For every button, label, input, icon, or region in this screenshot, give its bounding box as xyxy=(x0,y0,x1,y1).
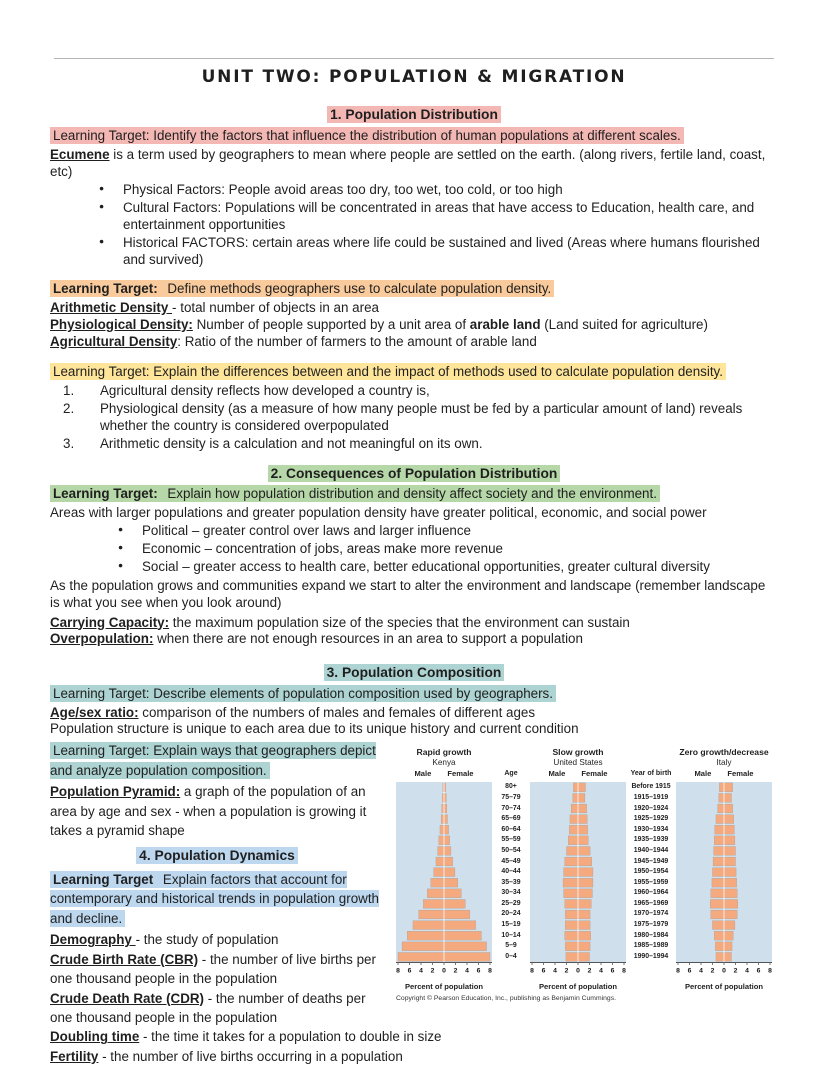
term-arable-land: arable land xyxy=(469,316,541,332)
term-carrying-capacity: Carrying Capacity: xyxy=(50,614,170,630)
definition-fertility xyxy=(50,1047,778,1066)
svg-text:6: 6 xyxy=(407,968,412,976)
definition-doubling-time xyxy=(50,1027,778,1046)
axis-tick-label: 30–34 xyxy=(501,889,521,897)
axis-tick-label: 60–64 xyxy=(501,825,521,833)
svg-text:2: 2 xyxy=(564,968,569,976)
paragraph-structure: Population structure is unique to each area due to its unique history and current condition xyxy=(50,721,579,737)
pyramid-subtitle: Kenya xyxy=(432,758,456,768)
term-agricultural-density: Agricultural Density xyxy=(50,333,178,349)
axis-tick-label: 80+ xyxy=(505,783,517,791)
age-axis xyxy=(494,747,528,962)
axis-tick-label: 1985–1989 xyxy=(633,942,669,950)
definition-overpopulation xyxy=(50,631,778,648)
svg-text:6: 6 xyxy=(756,968,761,976)
text-run: : Ratio of the number of farmers to the amount of arable land xyxy=(177,333,537,349)
svg-text:8: 8 xyxy=(622,968,626,976)
pyramid-subtitle: United States xyxy=(553,758,603,768)
text-run: - the study of population xyxy=(135,932,279,948)
pyramid-chart xyxy=(394,747,778,991)
learning-target-society-lead: Learning Target: xyxy=(50,485,161,502)
pyramid-united-states xyxy=(528,747,628,991)
factors-bullet-list xyxy=(50,182,778,268)
age-axis-title: Age xyxy=(504,770,518,778)
density-comparison-list xyxy=(50,383,778,453)
text-run: comparison of the numbers of males and females of different ages xyxy=(138,704,536,720)
svg-text:2: 2 xyxy=(587,968,592,976)
male-label: Male xyxy=(694,769,712,779)
svg-text:8: 8 xyxy=(396,968,400,976)
learning-target-define xyxy=(50,281,778,298)
text-run: - the number of live births occurring in a population xyxy=(98,1048,403,1064)
svg-text:0: 0 xyxy=(442,968,446,976)
svg-text:6: 6 xyxy=(687,968,692,976)
axis-tick-label: 1975–1979 xyxy=(633,921,669,929)
x-axis-label: Percent of population xyxy=(684,982,764,992)
term-overpopulation: Overpopulation: xyxy=(50,631,154,647)
learning-target-describe xyxy=(50,686,778,703)
learning-target-dynamics-rest: Explain factors that account for contemporary and historical trends in population growth and decline. xyxy=(50,871,379,926)
x-axis-label: Percent of population xyxy=(538,982,618,992)
list-item: ● Cultural Factors: Populations will be concentrated in areas that have access to Education, health care, and entertainment opportunities xyxy=(123,200,778,234)
learning-target-society-rest: Explain how population distribution and density affect society and the environment. xyxy=(161,485,660,502)
learning-target-identify-text: Learning Target: Identify the factors that influence the distribution of human populations at different scales. xyxy=(50,127,684,144)
definition-physiological-density xyxy=(50,317,778,334)
svg-text:4: 4 xyxy=(599,968,603,976)
term-ecumene: Ecumene xyxy=(50,146,110,162)
definition-age-sex-ratio xyxy=(50,705,778,722)
axis-tick-label: 1965–1969 xyxy=(633,899,669,907)
text-run: - total number of objects in an area xyxy=(172,299,379,315)
axis-tick-label: 5–9 xyxy=(505,942,517,950)
text-run: Number of people supported by a unit area of xyxy=(192,316,470,332)
year-of-birth-axis-title: Year of birth xyxy=(630,770,672,778)
axis-tick-label: 1950–1954 xyxy=(633,868,669,876)
text-run: is a term used by geographers to mean where people are settled on the earth. (along rivers, fertile land, coast, etc) xyxy=(50,146,766,179)
axis-tick-label: 0–4 xyxy=(505,952,517,960)
section-2-heading xyxy=(50,465,778,482)
term-cbr: Crude Birth Rate (CBR) xyxy=(50,951,199,967)
male-label: Male xyxy=(548,769,566,779)
svg-text:4: 4 xyxy=(553,968,557,976)
male-label: Male xyxy=(414,769,432,779)
section-1-heading xyxy=(50,106,778,123)
axis-tick-label: 1945–1949 xyxy=(633,857,669,865)
term-doubling-time: Doubling time xyxy=(50,1029,140,1045)
axis-tick-label: Before 1915 xyxy=(631,783,671,791)
term-arithmetic-density: Arithmetic Density xyxy=(50,299,173,315)
list-item: ● Social – greater access to health care, better educational opportunities, greater cultural diversity xyxy=(142,559,778,576)
female-label: Female xyxy=(581,769,608,779)
definition-agricultural-density xyxy=(50,334,778,351)
text-run: when there are not enough resources in an area to support a population xyxy=(153,631,583,647)
axis-tick-label: 1915–1919 xyxy=(633,793,669,801)
axis-tick-label: 35–39 xyxy=(501,878,521,886)
section-4-heading-text: 4. Population Dynamics xyxy=(136,847,298,864)
section-1-heading-text: 1. Population Distribution xyxy=(327,106,501,123)
learning-target-explain-methods xyxy=(50,364,778,381)
male-female-labels xyxy=(528,768,628,780)
axis-tick-label: 25–29 xyxy=(501,899,521,907)
term-population-pyramid: Population Pyramid: xyxy=(50,784,181,800)
learning-target-dynamics-lead: Learning Target xyxy=(50,871,156,888)
text-run: the maximum population size of the species that the environment can sustain xyxy=(169,614,630,630)
list-item: Arithmetic density is a calculation and not meaningful on its own. xyxy=(100,436,483,452)
axis-tick-label: 1980–1984 xyxy=(633,931,669,939)
list-item: Agricultural density reflects how developed a country is, xyxy=(100,383,430,399)
pyramid-title: Slow growth xyxy=(552,747,604,758)
learning-target-depict-text: Learning Target: Explain ways that geographers depict and analyze population composition. xyxy=(50,743,376,778)
term-demography: Demography xyxy=(50,932,136,948)
svg-text:2: 2 xyxy=(453,968,458,976)
section-3-heading xyxy=(50,664,778,681)
pyramid-bars-svg xyxy=(674,782,774,976)
svg-text:4: 4 xyxy=(465,968,469,976)
axis-tick-label: 45–49 xyxy=(501,857,521,865)
definition-carrying-capacity xyxy=(50,615,778,632)
figure-copyright: Copyright © Pearson Education, Inc., publishing as Benjamin Cummings. xyxy=(396,995,616,1003)
paragraph-power: Areas with larger populations and greater population density have greater political, economic, and social power xyxy=(50,505,707,521)
axis-tick-label: 1920–1924 xyxy=(633,804,669,812)
pyramid-italy xyxy=(674,747,774,991)
population-pyramids-figure xyxy=(394,747,778,1004)
learning-target-describe-text: Learning Target: Describe elements of population composition used by geographers. xyxy=(50,685,556,702)
svg-text:2: 2 xyxy=(430,968,435,976)
text-run: - the number of deaths per one thousand people in the population xyxy=(50,990,366,1025)
pyramid-kenya xyxy=(394,747,494,991)
axis-tick-label: 1955–1959 xyxy=(633,878,669,886)
term-physiological-density: Physiological Density: xyxy=(50,316,193,332)
learning-target-society xyxy=(50,486,778,503)
svg-text:0: 0 xyxy=(722,968,726,976)
text-run: - the number of live births per one thousand people in the population xyxy=(50,951,376,987)
axis-tick-label: 10–14 xyxy=(501,931,521,939)
axis-tick-label: 65–69 xyxy=(501,815,521,823)
svg-text:2: 2 xyxy=(733,968,738,976)
svg-text:6: 6 xyxy=(610,968,615,976)
svg-text:2: 2 xyxy=(710,968,715,976)
svg-text:8: 8 xyxy=(768,968,772,976)
section-3-heading-text: 3. Population Composition xyxy=(324,664,505,681)
text-run: - the time it takes for a population to double in size xyxy=(139,1029,442,1045)
page-title: UNIT TWO: POPULATION & MIGRATION xyxy=(201,67,627,87)
learning-target-define-lead: Learning Target: xyxy=(50,280,161,297)
pyramid-bars-svg xyxy=(528,782,628,976)
female-label: Female xyxy=(727,769,754,779)
axis-tick-label: 75–79 xyxy=(501,793,521,801)
list-item: ● Political – greater control over laws and larger influence xyxy=(142,523,778,540)
male-female-labels xyxy=(674,768,774,780)
section-2-heading-text: 2. Consequences of Population Distribution xyxy=(268,465,561,482)
axis-tick-label: 1990–1994 xyxy=(633,952,669,960)
axis-tick-label: 1970–1974 xyxy=(633,910,669,918)
svg-text:0: 0 xyxy=(576,968,580,976)
axis-tick-label: 70–74 xyxy=(501,804,521,812)
axis-tick-label: 40–44 xyxy=(501,868,521,876)
definition-arithmetic-density xyxy=(50,300,778,317)
axis-tick-label: 1930–1934 xyxy=(633,825,669,833)
term-fertility: Fertility xyxy=(50,1048,99,1064)
female-label: Female xyxy=(447,769,474,779)
axis-tick-label: 20–24 xyxy=(501,910,521,918)
axis-tick-label: 1935–1939 xyxy=(633,836,669,844)
svg-text:6: 6 xyxy=(541,968,546,976)
axis-tick-label: 1925–1929 xyxy=(633,815,669,823)
learning-target-define-rest: Define methods geographers use to calculate population density. xyxy=(161,280,555,297)
pyramid-title: Rapid growth xyxy=(416,747,472,758)
list-item: Physiological density (as a measure of how many people must be fed by a particular amount of land) reveals whether the country is considered overpopulated xyxy=(100,401,743,434)
svg-text:4: 4 xyxy=(419,968,423,976)
axis-tick-label: 55–59 xyxy=(501,836,521,844)
paragraph-landscape: As the population grows and communities expand we start to alter the environment and landscape (remember landscape is what you see when you look around) xyxy=(50,577,766,610)
power-bullet-list xyxy=(50,523,778,576)
paragraph-ecumene xyxy=(50,147,778,181)
pyramid-subtitle: Italy xyxy=(716,758,732,768)
axis-tick-label: 15–19 xyxy=(501,921,521,929)
divider xyxy=(54,58,774,59)
pyramid-title: Zero growth/decrease xyxy=(679,747,769,758)
text-run: (Land suited for agriculture) xyxy=(540,316,708,332)
axis-tick-label: 1940–1944 xyxy=(633,846,669,854)
pyramid-bars-svg xyxy=(394,782,494,976)
list-item: ● Economic – concentration of jobs, areas make more revenue xyxy=(142,541,778,558)
axis-tick-label: 50–54 xyxy=(501,846,521,854)
svg-text:6: 6 xyxy=(476,968,481,976)
term-age-sex-ratio: Age/sex ratio: xyxy=(50,704,139,720)
year-of-birth-axis xyxy=(628,747,674,962)
term-cdr: Crude Death Rate (CDR) xyxy=(50,990,205,1006)
axis-tick-label: 1960–1964 xyxy=(633,889,669,897)
list-item: ● Historical FACTORS: certain areas where life could be sustained and lived (Areas where humans flourished and survived) xyxy=(123,235,778,269)
x-axis-label: Percent of population xyxy=(404,982,484,992)
text-run: a graph of the population of an area by age and sex - when a population is growing it takes a pyramid shape xyxy=(50,784,367,839)
learning-target-explain-methods-text: Learning Target: Explain the differences between and the impact of methods used to calculate population density. xyxy=(50,363,726,380)
learning-target-identify xyxy=(50,128,778,145)
list-item: ● Physical Factors: People avoid areas too dry, too wet, too cold, or too high xyxy=(123,182,778,199)
svg-text:4: 4 xyxy=(699,968,703,976)
svg-text:4: 4 xyxy=(745,968,749,976)
svg-text:8: 8 xyxy=(488,968,492,976)
male-female-labels xyxy=(394,768,494,780)
svg-text:8: 8 xyxy=(530,968,534,976)
svg-text:8: 8 xyxy=(676,968,680,976)
